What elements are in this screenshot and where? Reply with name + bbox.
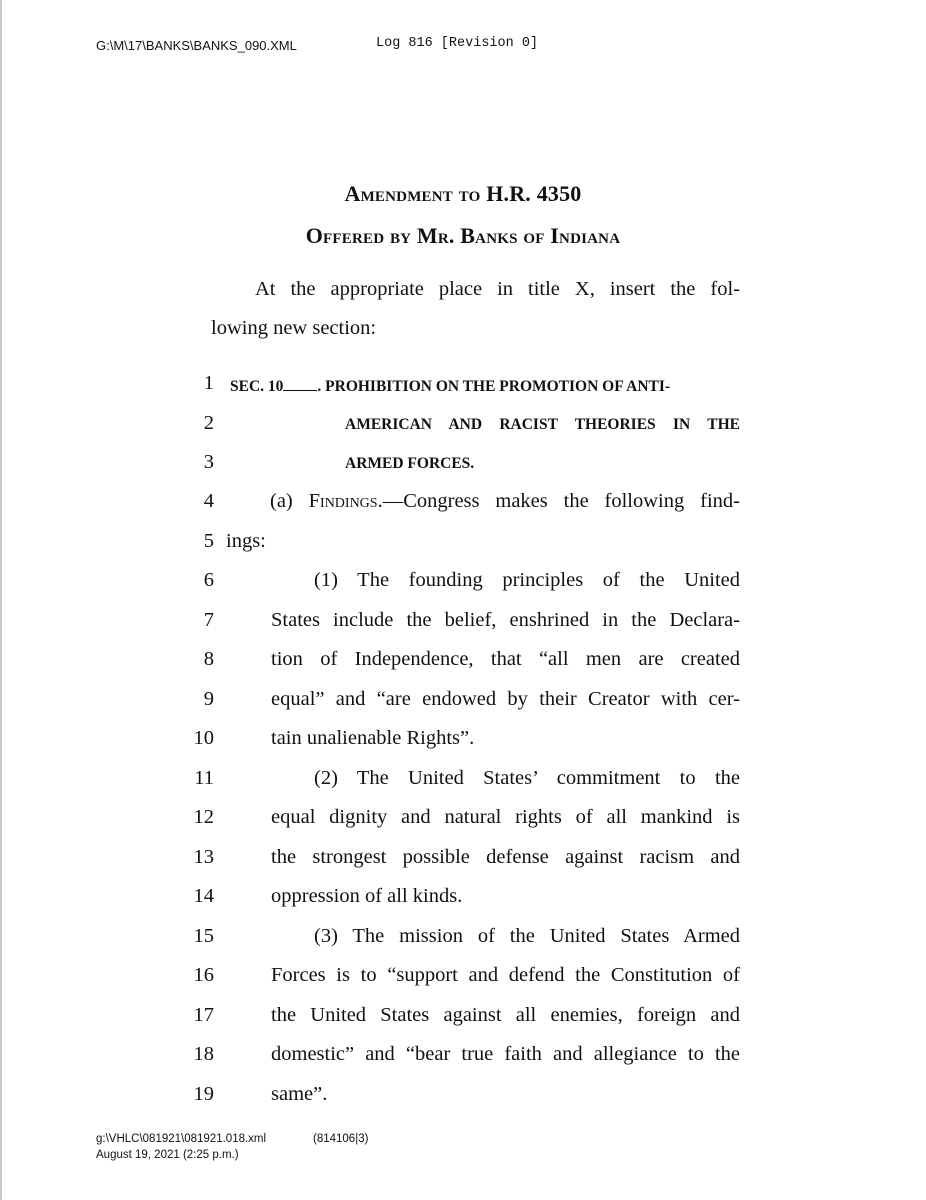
subsection-marker: (a) <box>270 490 309 512</box>
text-line: (2) The United States’ commitment to the <box>314 767 740 789</box>
text-line: tion of Independence, that “all men are created <box>271 648 740 670</box>
section-heading-line <box>230 376 670 396</box>
line-number: 15 <box>193 925 214 947</box>
line-number: 6 <box>203 569 214 591</box>
line-number: 10 <box>193 727 214 749</box>
line-number: 3 <box>203 451 214 473</box>
text-line: domestic” and “bear true faith and allegiance to the <box>271 1043 740 1065</box>
section-heading-text: . PROHIBITION ON THE PROMOTION OF ANTI- <box>317 378 671 395</box>
line-number: 1 <box>203 372 214 394</box>
line-number: 12 <box>193 806 214 828</box>
section-number-blank <box>283 376 317 391</box>
footer-xml-path: g:\VHLC\081921\081921.018.xml <box>96 1133 267 1145</box>
line-number: 17 <box>193 1004 214 1026</box>
line-number: 16 <box>193 964 214 986</box>
line-number: 18 <box>193 1043 214 1065</box>
section-prefix: SEC. 10 <box>230 378 284 395</box>
page-edge <box>0 0 2 1200</box>
text-line: tain unalienable Rights”. <box>271 727 475 749</box>
intro-line-2: lowing new section: <box>211 317 377 339</box>
text-line: equal” and “are endowed by their Creator with cer- <box>271 688 740 710</box>
line-number: 19 <box>193 1083 214 1105</box>
line-number: 5 <box>203 530 214 552</box>
text-line: States include the belief, enshrined in the Declara- <box>271 609 740 631</box>
line-number: 2 <box>203 412 214 434</box>
text-line: equal dignity and natural rights of all mankind is <box>271 806 740 828</box>
text-line: (3) The mission of the United States Armed <box>314 925 740 947</box>
line-number: 13 <box>193 846 214 868</box>
text-line: the strongest possible defense against racism and <box>271 846 740 868</box>
section-heading-line: AMERICAN AND RACIST THEORIES IN THE <box>345 416 740 433</box>
header-file-path: G:\M\17\BANKS\BANKS_090.XML <box>96 38 297 53</box>
line-number: 9 <box>203 688 214 710</box>
footer-doc-id: (814106|3) <box>313 1133 369 1145</box>
findings-heading: Findings <box>308 490 378 512</box>
line-number: 4 <box>203 490 214 512</box>
text-line: ings: <box>226 530 266 552</box>
text-line: (1) The founding principles of the United <box>314 569 740 591</box>
header-log: Log 816 [Revision 0] <box>376 36 539 51</box>
footer-date: August 19, 2021 (2:25 p.m.) <box>96 1149 239 1161</box>
text-line: oppression of all kinds. <box>271 885 463 907</box>
text-line: same”. <box>271 1083 328 1105</box>
text-line: the United States against all enemies, foreign and <box>271 1004 740 1026</box>
findings-text: .—Congress makes the following find- <box>377 490 740 512</box>
line-number: 8 <box>203 648 214 670</box>
sponsor-title: Offered by Mr. Banks of Indiana <box>305 223 621 248</box>
line-number: 14 <box>193 885 214 907</box>
line-number: 11 <box>194 767 214 789</box>
text-line: Forces is to “support and defend the Constitution of <box>271 964 740 986</box>
findings-line <box>270 490 740 513</box>
intro-line-1: At the appropriate place in title X, insert the fol- <box>255 278 740 300</box>
section-heading-line: ARMED FORCES. <box>345 455 475 472</box>
line-number: 7 <box>203 609 214 631</box>
amendment-title: Amendment to H.R. 4350 <box>344 181 582 206</box>
